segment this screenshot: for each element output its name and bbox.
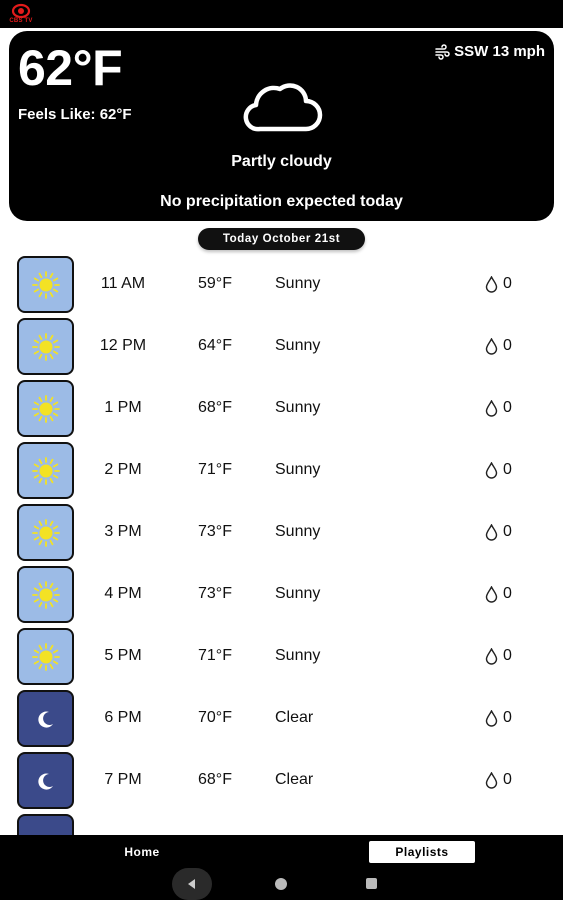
condition-text: Partly cloudy <box>231 153 332 170</box>
wind-info <box>434 43 545 60</box>
hourly-row <box>0 689 563 751</box>
hourly-row <box>0 503 563 565</box>
hour-temperature: 64°F <box>198 337 232 354</box>
rain-value: 0 <box>503 647 512 664</box>
rain-chance <box>485 523 512 541</box>
raindrop-icon <box>485 648 498 665</box>
app-logo[interactable] <box>6 2 36 26</box>
home-circle-button[interactable] <box>275 878 287 890</box>
raindrop-icon <box>485 338 498 355</box>
rain-value: 0 <box>503 523 512 540</box>
weather-tile <box>17 752 74 809</box>
current-weather-card <box>9 31 554 221</box>
hourly-row <box>0 627 563 689</box>
hour-time: 3 PM <box>104 523 142 540</box>
logo-text: CBS TV <box>9 18 33 24</box>
sun-icon <box>31 270 61 300</box>
rain-chance <box>485 461 512 479</box>
hour-condition: Sunny <box>275 461 321 478</box>
rain-value: 0 <box>503 399 512 416</box>
hour-condition: Sunny <box>275 399 321 416</box>
hour-temperature: 71°F <box>198 461 232 478</box>
weather-tile <box>17 814 74 835</box>
sun-icon <box>31 456 61 486</box>
weather-tile <box>17 442 74 499</box>
hour-temperature: 68°F <box>198 771 232 788</box>
rain-chance <box>485 399 512 417</box>
raindrop-icon <box>485 586 498 603</box>
raindrop-icon <box>485 524 498 541</box>
system-nav-bar <box>0 868 563 900</box>
rain-value: 0 <box>503 337 512 354</box>
rain-chance <box>485 771 512 789</box>
rain-chance <box>485 337 512 355</box>
hour-temperature: 68°F <box>198 399 232 416</box>
hour-temperature: 73°F <box>198 523 232 540</box>
nav-playlists-button[interactable]: Playlists <box>369 841 475 863</box>
hour-temperature: 73°F <box>198 585 232 602</box>
rain-value: 0 <box>503 771 512 788</box>
back-triangle-icon <box>186 878 198 890</box>
rain-chance <box>485 585 512 603</box>
hour-time: 12 PM <box>99 337 147 354</box>
raindrop-icon <box>485 772 498 789</box>
sun-icon <box>31 580 61 610</box>
hour-time: 4 PM <box>104 585 142 602</box>
hourly-row <box>0 255 563 317</box>
weather-tile <box>17 504 74 561</box>
weather-tile <box>17 628 74 685</box>
moon-icon <box>31 828 61 836</box>
hour-temperature: 71°F <box>198 647 232 664</box>
bottom-nav <box>0 835 563 868</box>
hour-temperature: 70°F <box>198 709 232 726</box>
current-temperature: 62°F <box>18 40 123 96</box>
recents-square-button[interactable] <box>366 878 377 889</box>
moon-icon <box>31 766 61 796</box>
weather-tile <box>17 380 74 437</box>
rain-chance <box>485 647 512 665</box>
rain-chance <box>485 709 512 727</box>
rain-value: 0 <box>503 461 512 478</box>
weather-tile <box>17 566 74 623</box>
raindrop-icon <box>485 276 498 293</box>
precipitation-text: No precipitation expected today <box>160 193 403 210</box>
weather-tile <box>17 690 74 747</box>
wind-icon <box>434 44 450 60</box>
back-button[interactable] <box>172 868 212 900</box>
hourly-row <box>0 813 563 835</box>
rain-chance <box>485 275 512 293</box>
hour-temperature: 59°F <box>198 275 232 292</box>
rain-value: 0 <box>503 585 512 602</box>
hour-time: 2 PM <box>104 461 142 478</box>
sun-icon <box>31 642 61 672</box>
weather-tile <box>17 256 74 313</box>
moon-icon <box>31 704 61 734</box>
rain-value: 0 <box>503 275 512 292</box>
hourly-row <box>0 317 563 379</box>
nav-home-button[interactable]: Home <box>124 845 160 859</box>
hourly-row <box>0 441 563 503</box>
wind-text: SSW 13 mph <box>454 43 545 60</box>
sun-icon <box>31 332 61 362</box>
hourly-row <box>0 379 563 441</box>
hour-time: 1 PM <box>104 399 142 416</box>
rain-value: 0 <box>503 709 512 726</box>
hourly-row <box>0 565 563 627</box>
hour-time: 7 PM <box>104 771 142 788</box>
hour-time: 5 PM <box>104 647 142 664</box>
hour-time: 6 PM <box>104 709 142 726</box>
sun-icon <box>31 518 61 548</box>
hour-condition: Sunny <box>275 523 321 540</box>
date-label: Today October 21st <box>198 228 365 250</box>
weather-tile <box>17 318 74 375</box>
raindrop-icon <box>485 400 498 417</box>
raindrop-icon <box>485 462 498 479</box>
sun-icon <box>31 394 61 424</box>
hour-time: 11 AM <box>100 275 146 292</box>
hourly-forecast-list[interactable] <box>0 255 563 835</box>
hourly-row <box>0 751 563 813</box>
hour-condition: Sunny <box>275 275 321 292</box>
hour-condition: Sunny <box>275 647 321 664</box>
hour-condition: Sunny <box>275 585 321 602</box>
hour-condition: Sunny <box>275 337 321 354</box>
feels-like: Feels Like: 62°F <box>18 106 132 123</box>
top-bar <box>0 0 563 28</box>
hour-condition: Clear <box>275 709 314 726</box>
hour-condition: Clear <box>275 771 314 788</box>
raindrop-icon <box>485 710 498 727</box>
cloud-icon <box>240 75 324 135</box>
